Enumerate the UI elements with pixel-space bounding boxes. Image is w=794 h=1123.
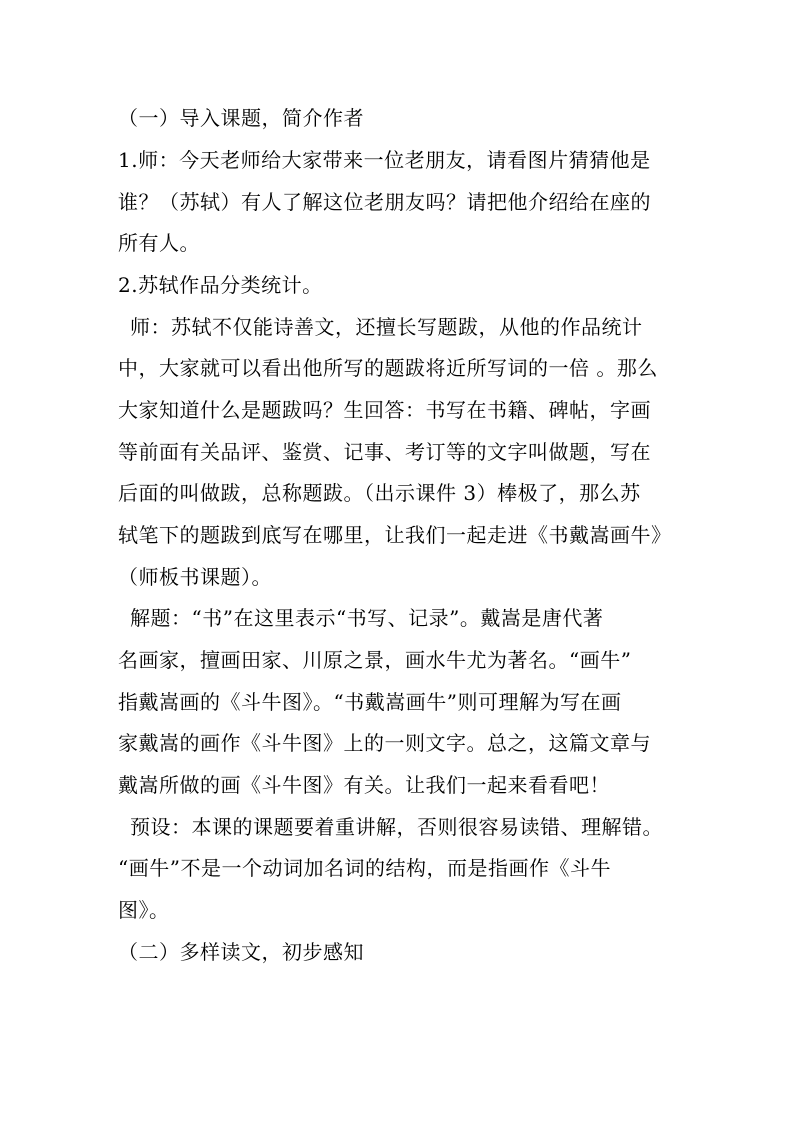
section-heading-1: （一）导入课题，简介作者 (118, 106, 364, 130)
paragraph-line: 预设：本课的课题要着重讲解，否则很容易读错、理解错。 (130, 815, 663, 839)
paragraph-line: 后面的叫做跋，总称题跋。（出示课件 3）棒极了，那么苏 (118, 481, 641, 505)
paragraph-line: 家戴嵩的画作《斗牛图》上的一则文字。总之，这篇文章与 (118, 731, 651, 755)
paragraph-line: “画牛”不是一个动词加名词的结构，而是指画作《斗牛 (118, 856, 611, 880)
paragraph-line: 所有人。 (118, 231, 200, 255)
paragraph-line: 中，大家就可以看出他所写的题跋将近所写词的一倍 。那么 (118, 356, 658, 380)
section-heading-2: （二）多样读文，初步感知 (118, 940, 364, 964)
paragraph-line: 指戴嵩画的《斗牛图》。“书戴嵩画牛”则可理解为写在画 (118, 690, 622, 714)
paragraph-line: 大家知道什么是题跋吗？生回答：书写在书籍、碑帖，字画 (118, 398, 651, 422)
paragraph-line: 戴嵩所做的画《斗牛图》有关。让我们一起来看看吧！ (118, 773, 610, 797)
paragraph-line: 图》。 (118, 898, 170, 922)
paragraph-line: 轼笔下的题跋到底写在哪里，让我们一起走进《书戴嵩画牛》 (118, 523, 672, 547)
paragraph-line: （师板书课题）。 (118, 565, 272, 589)
paragraph-line: 解题：“书”在这里表示“书写、记录”。戴嵩是唐代著 (130, 606, 604, 630)
paragraph-line: 谁？（苏轼）有人了解这位老朋友吗？请把他介绍给在座的 (118, 190, 651, 214)
paragraph-line: 2.苏轼作品分类统计。 (118, 273, 323, 297)
paragraph-line: 名画家，擅画田家、川原之景，画水牛尤为著名。“画牛” (118, 648, 632, 672)
paragraph-line: 师：苏轼不仅能诗善文，还擅长写题跋，从他的作品统计 (130, 315, 643, 339)
paragraph-line: 等前面有关品评、鉴赏、记事、考订等的文字叫做题，写在 (118, 440, 651, 464)
paragraph-line: 1.师：今天老师给大家带来一位老朋友，请看图片猜猜他是 (118, 148, 651, 172)
